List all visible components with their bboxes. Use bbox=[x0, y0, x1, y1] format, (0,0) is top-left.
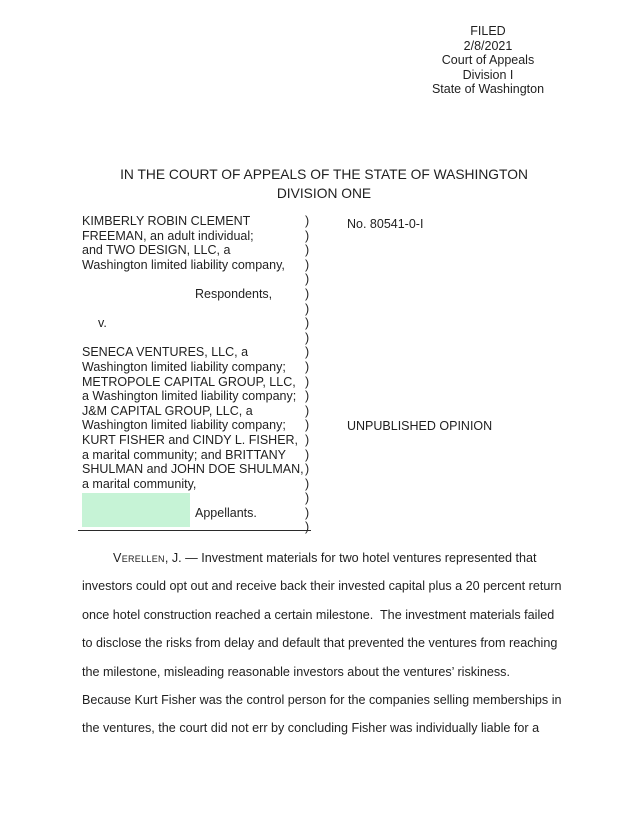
filed-stamp-line: Division I bbox=[462, 67, 514, 82]
caption-paren: ) bbox=[305, 462, 310, 477]
caption-line: v. bbox=[98, 316, 107, 331]
caption-line: METROPOLE CAPITAL GROUP, LLC, bbox=[82, 374, 296, 389]
caption-paren: ) bbox=[305, 214, 310, 228]
caption-line bbox=[82, 491, 303, 506]
opinion-type-label: UNPUBLISHED OPINION bbox=[347, 419, 493, 433]
caption-paren: ) bbox=[305, 301, 310, 316]
caption-paren: ) bbox=[305, 418, 310, 433]
caption-paren: ) bbox=[305, 403, 310, 418]
caption-line bbox=[82, 272, 303, 287]
caption-paren: ) bbox=[305, 272, 310, 287]
body-line-first bbox=[82, 544, 562, 572]
body-line: the ventures, the court did not err by concluding Fisher was individually liable for a bbox=[82, 721, 540, 736]
caption-line: Washington limited liability company; bbox=[82, 418, 286, 433]
opinion-body bbox=[82, 544, 562, 743]
caption-paren: ) bbox=[305, 243, 310, 258]
filed-stamp-line: FILED bbox=[470, 24, 506, 38]
caption-paren: ) bbox=[305, 330, 310, 345]
caption-paren: ) bbox=[305, 520, 310, 535]
caption-line: a marital community, bbox=[82, 476, 197, 491]
caption-line bbox=[82, 331, 303, 346]
caption-party-column bbox=[82, 214, 303, 535]
caption-paren: ) bbox=[305, 228, 310, 243]
caption-line bbox=[82, 302, 303, 317]
filed-stamp bbox=[407, 24, 569, 97]
caption-line: a Washington limited liability company; bbox=[82, 389, 297, 404]
caption-line: Respondents, bbox=[195, 286, 273, 301]
judge-name: Verellen bbox=[113, 551, 165, 565]
caption-line: Washington limited liability company, bbox=[82, 257, 285, 272]
body-line: once hotel construction reached a certain milestone. The investment materials failed bbox=[82, 607, 555, 622]
body-line: the milestone, misleading reasonable investors about the ventures’ riskiness. bbox=[82, 664, 510, 679]
caption-paren: ) bbox=[305, 476, 310, 491]
caption-line: Appellants. bbox=[195, 505, 257, 520]
filed-stamp-line: 2/8/2021 bbox=[463, 38, 513, 53]
caption-line: SHULMAN and JOHN DOE SHULMAN, bbox=[82, 462, 304, 477]
caption-line: and TWO DESIGN, LLC, a bbox=[82, 243, 231, 258]
filed-stamp-line: State of Washington bbox=[431, 82, 545, 97]
body-line: to disclose the risks from delay and default that prevented the ventures from reaching bbox=[82, 636, 558, 651]
caption-paren: ) bbox=[305, 359, 310, 374]
court-title-line1: IN THE COURT OF APPEALS OF THE STATE OF WASHINGTON bbox=[120, 167, 528, 182]
caption-line: SENECA VENTURES, LLC, a bbox=[82, 345, 249, 360]
body-line-first-rest: , J. — Investment materials for two hotel ventures represented that bbox=[164, 551, 537, 565]
court-title-line2: DIVISION ONE bbox=[276, 185, 372, 201]
caption-paren: ) bbox=[305, 447, 310, 462]
case-number: No. 80541-0-I bbox=[347, 217, 424, 231]
caption-paren: ) bbox=[305, 389, 310, 404]
caption-paren: ) bbox=[305, 505, 310, 520]
body-line: Because Kurt Fisher was the control person for the companies selling memberships in bbox=[82, 693, 562, 708]
caption-paren: ) bbox=[305, 345, 310, 360]
caption-paren: ) bbox=[305, 316, 310, 331]
caption-line: a marital community; and BRITTANY bbox=[82, 447, 286, 462]
caption-line bbox=[82, 520, 303, 535]
caption-line: FREEMAN, an adult individual; bbox=[82, 228, 254, 243]
caption-line: KIMBERLY ROBIN CLEMENT bbox=[82, 214, 251, 228]
caption-paren: ) bbox=[305, 432, 310, 447]
caption-line: KURT FISHER and CINDY L. FISHER, bbox=[82, 432, 299, 447]
caption-line: J&M CAPITAL GROUP, LLC, a bbox=[82, 403, 253, 418]
body-line: investors could opt out and receive back their invested capital plus a 20 percent return bbox=[82, 579, 562, 594]
caption-paren: ) bbox=[305, 374, 310, 389]
filed-stamp-line: Court of Appeals bbox=[441, 53, 535, 68]
caption-paren: ) bbox=[305, 257, 310, 272]
caption-paren: ) bbox=[305, 491, 310, 506]
caption-line: Washington limited liability company; bbox=[82, 359, 286, 374]
caption-underline bbox=[78, 530, 311, 531]
caption-paren: ) bbox=[305, 286, 310, 301]
caption-paren-column bbox=[305, 214, 309, 535]
court-title bbox=[85, 166, 563, 204]
